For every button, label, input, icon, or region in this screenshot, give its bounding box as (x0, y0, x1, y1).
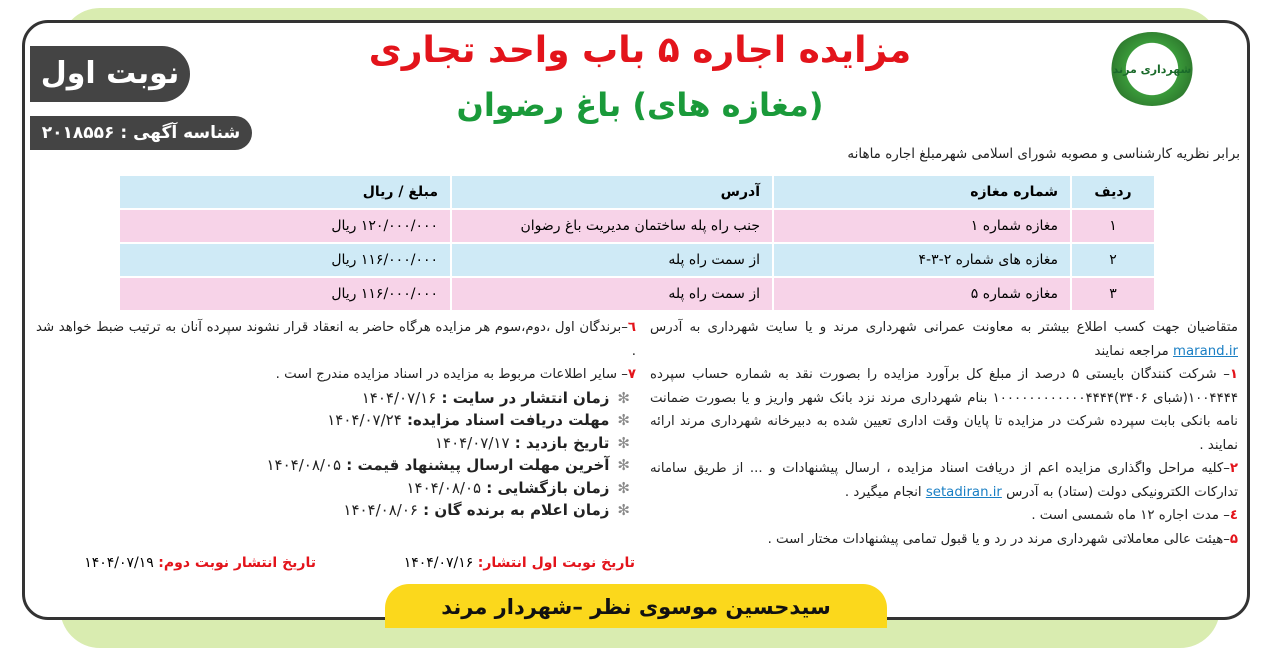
condition-7 (36, 363, 636, 387)
label: تاریخ نوبت اول انتشار: (477, 555, 635, 571)
setadiran-link[interactable]: setadiran.ir (925, 484, 1002, 500)
date-value: ۱۴۰۴/۰۷/۱۷ (434, 433, 510, 452)
text: – مدت اجاره ۱۲ ماه شمسی است . (1031, 508, 1230, 523)
condition-6 (36, 316, 636, 363)
first-publication (385, 555, 635, 571)
cell: ۱۱۶/۰۰۰/۰۰۰ ریال (120, 278, 450, 310)
ad-title: مزایده اجاره ۵ باب واحد تجاری (368, 30, 912, 71)
cell: مغازه های شماره ۲-۳-۴ (774, 244, 1070, 276)
table-row (120, 278, 1154, 310)
table-header (120, 176, 1154, 208)
cell: مغازه شماره ۱ (774, 210, 1070, 242)
date-item (36, 454, 636, 477)
conditions-right (650, 316, 1238, 551)
round-badge: نوبت اول (30, 46, 190, 102)
label: تاریخ انتشار نوبت دوم: (158, 555, 316, 571)
asterisk-icon: ✻ (617, 411, 630, 429)
cell: ۱۱۶/۰۰۰/۰۰۰ ریال (120, 244, 450, 276)
text: – سایر اطلاعات مربوط به مزایده در اسناد مزایده مندرج است . (275, 367, 628, 382)
table-row (120, 210, 1154, 242)
asterisk-icon: ✻ (617, 433, 630, 452)
logo-text: شهرداری مرند (1112, 62, 1192, 76)
date-value: ۱۴۰۴/۰۸/۰۵ (406, 478, 482, 497)
col-address: آدرس (452, 176, 772, 208)
date-value: ۱۴۰۴/۰۸/۰۵ (266, 456, 342, 474)
condition-2 (650, 457, 1238, 504)
date-label: مهلت دریافت اسناد مزایده: (401, 411, 610, 429)
ad-id-badge: شناسه آگهی : ۲۰۱۸۵۵۶ (30, 116, 252, 150)
cell: ۲ (1072, 244, 1154, 276)
number: ۵ (1229, 531, 1238, 547)
date-value: ۱۴۰۴/۰۸/۰۶ (343, 501, 418, 519)
condition-4 (650, 504, 1238, 528)
text: – شرکت کنندگان بایستی ۵ درصد از مبلغ کل برآورد مزایده را بصورت نقد به شماره حساب سپرده ۱۰۰۴۴۴۴(شبای ۳۴۰۶)۱۰۰۰۰۰۰۰۰۰۰۰۰۴۴۴۴ بنام شهرداری مرند نزد بانک شهر واریز و یا بصورت ضمانت نامه بانکی بابت سپرده شرکت در مزایده تا پایان وقت اداری تعیین شده به دبیرخانه شهرداری مرند ارائه نمایند . (650, 367, 1238, 453)
number: ٤ (1229, 508, 1238, 523)
date-label: تاریخ بازدید : (509, 433, 610, 452)
date-value: ۱۴۰۴/۰۷/۲۴ (327, 411, 402, 429)
asterisk-icon: ✻ (617, 456, 630, 474)
number: ٦ (627, 320, 636, 335)
date-label: زمان بازگشایی : (481, 478, 610, 497)
cell: ۱۲۰/۰۰۰/۰۰۰ ریال (120, 210, 450, 242)
cell: جنب راه پله ساختمان مدیریت باغ رضوان (452, 210, 772, 242)
col-row: ردیف (1072, 176, 1154, 208)
text: متقاضیان جهت کسب اطلاع بیشتر به معاونت عمرانی شهرداری مرند و یا سایت شهرداری به آدرس (650, 320, 1238, 335)
cell: ۳ (1072, 278, 1154, 310)
mayor-signature-banner: سیدحسین موسوی نظر –شهردار مرند (385, 584, 887, 628)
date-label: زمان انتشار در سایت : (436, 388, 610, 407)
paragraph-contact (650, 316, 1238, 363)
cell: از سمت راه پله (452, 244, 772, 276)
text: انجام میگیرد . (844, 484, 926, 500)
asterisk-icon: ✻ (617, 478, 630, 497)
second-publication (66, 555, 316, 571)
intro-text: برابر نظریه کارشناسی و مصوبه شورای اسلامی شهرمبلغ اجاره ماهانه (847, 146, 1240, 162)
date-label: زمان اعلام به برنده گان : (417, 501, 610, 519)
text: –کلیه مراحل واگذاری مزایده اعم از دریافت اسناد مزایده ، ارسال پیشنهادات و ... از طریق سامانه تدارکات الکترونیکی دولت (ستاد) به آدرس (650, 461, 1238, 500)
text: –هیئت عالی معاملاتی شهرداری مرند در رد و یا قبول تمامی پیشنهادات مختار است . (767, 531, 1230, 547)
value: ۱۴۰۴/۰۷/۱۶ (403, 555, 478, 571)
condition-5 (650, 528, 1238, 552)
cell: ۱ (1072, 210, 1154, 242)
value: ۱۴۰۴/۰۷/۱۹ (84, 555, 159, 571)
date-item (36, 409, 636, 432)
col-amount: مبلغ / ریال (120, 176, 450, 208)
text: مراجعه نمایند (1094, 343, 1174, 359)
date-item (36, 387, 636, 410)
text: –برندگان اول ،دوم،سوم هر مزایده هرگاه حاضر به انعقاد قرار نشوند سپرده آنان به ترتیب ضبط خواهد شد . (36, 320, 636, 359)
date-label: آخرین مهلت ارسال پیشنهاد قیمت : (341, 456, 610, 474)
ad-subtitle: (مغازه های) باغ رضوان (456, 86, 824, 124)
table-row (120, 244, 1154, 276)
shops-table (118, 174, 1156, 312)
date-item (36, 432, 636, 455)
marand-link[interactable]: marand.ir (1173, 343, 1238, 359)
conditions-left (36, 316, 636, 522)
municipality-logo (1108, 32, 1196, 106)
cell: مغازه شماره ۵ (774, 278, 1070, 310)
cell: از سمت راه پله (452, 278, 772, 310)
number: ۷ (627, 367, 636, 382)
col-shop: شماره مغازه (774, 176, 1070, 208)
number: ۲ (1229, 461, 1238, 476)
condition-1 (650, 363, 1238, 457)
number: ۱ (1229, 367, 1239, 382)
asterisk-icon: ✻ (617, 501, 630, 519)
date-item (36, 477, 636, 500)
date-item (36, 499, 636, 522)
date-value: ۱۴۰۴/۰۷/۱۶ (361, 388, 437, 407)
asterisk-icon: ✻ (617, 388, 630, 407)
